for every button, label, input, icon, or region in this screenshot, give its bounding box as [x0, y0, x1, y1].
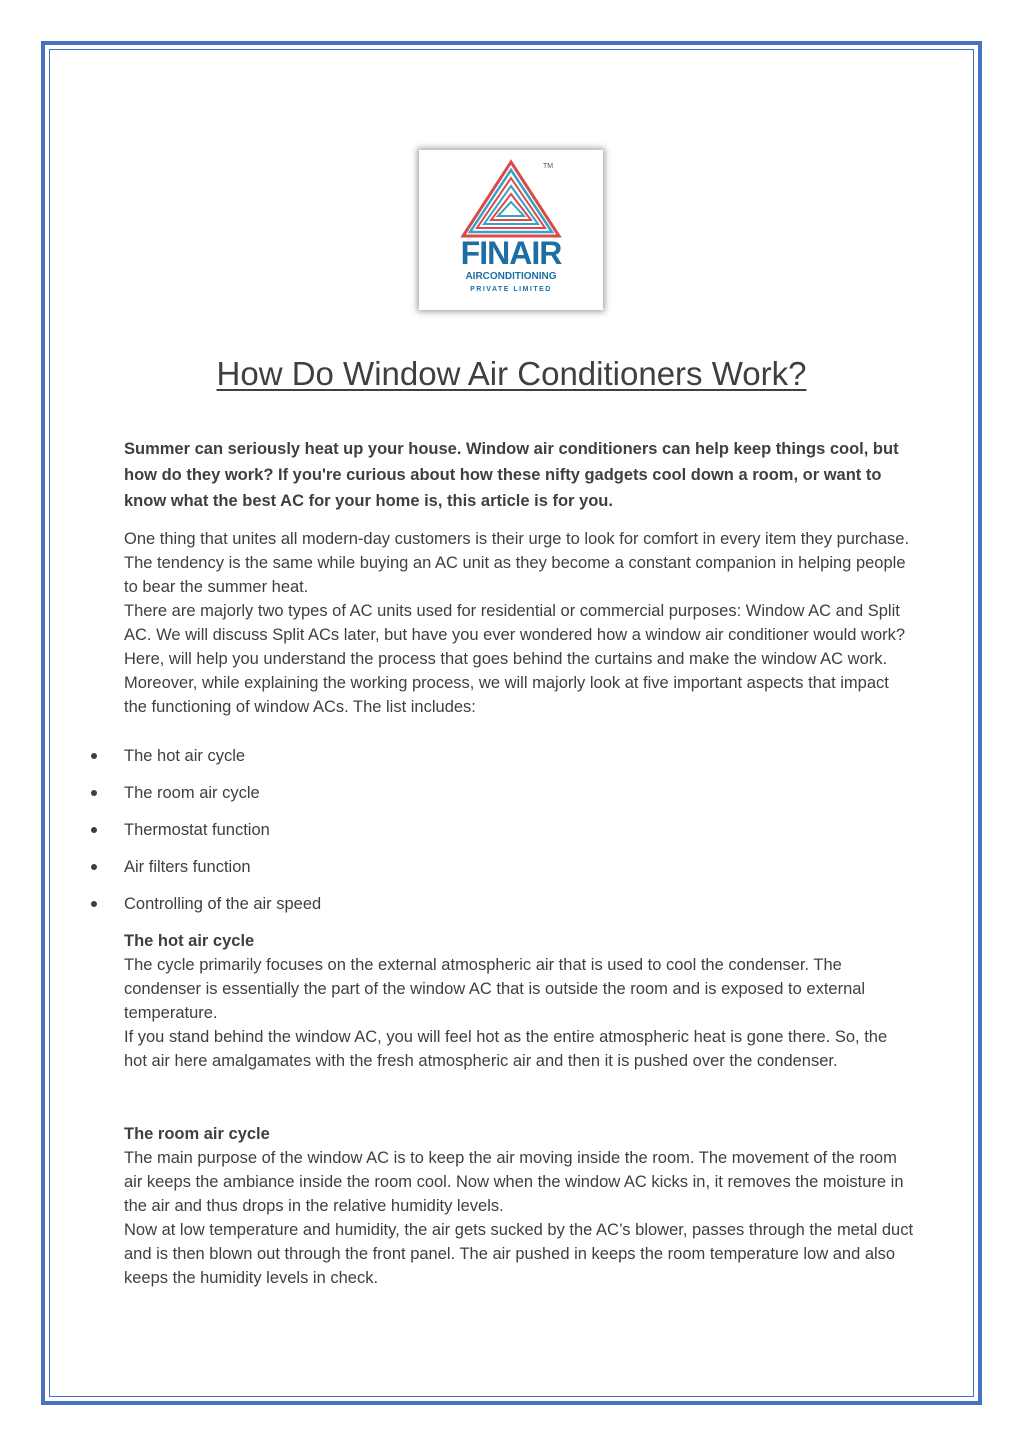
list-item-label: Air filters function: [124, 858, 251, 876]
section-heading: The room air cycle: [124, 1125, 270, 1143]
bullet-icon: [91, 790, 97, 796]
body-paragraph: There are majorly two types of AC units used for residential or commercial purposes: Window AC and Split AC. We will discuss Split ACs later, but have you ever wondered how a window air conditioner would work? Here, will help you understand the process that goes behind the curtains and make the window AC work.: [124, 602, 906, 668]
article-intro: Summer can seriously heat up your house. Window air conditioners can help keep things cool, but how do they work? If you're curious about how these nifty gadgets cool down a room, or want to know what the best AC for your home is, this article is for you.: [124, 440, 899, 510]
list-item: [91, 892, 911, 929]
section-paragraph: The main purpose of the window AC is to keep the air moving inside the room. The movement of the room air keeps the ambiance inside the room cool. Now when the window AC kicks in, it removes the moisture in the air and thus drops in the relative humidity levels.: [124, 1149, 904, 1215]
section-paragraph: If you stand behind the window AC, you will feel hot as the entire atmospheric heat is gone there. So, the hot air here amalgamates with the fresh atmospheric air and then it is pushed over the condenser.: [124, 1028, 888, 1070]
article-title: How Do Window Air Conditioners Work?: [216, 355, 807, 392]
company-logo: [419, 150, 603, 310]
logo-line2: PRIVATE LIMITED: [470, 286, 552, 293]
section-paragraph: The cycle primarily focuses on the external atmospheric air that is used to cool the condenser. The condenser is essentially the part of the window AC that is outside the room and is exposed to external temperature.: [124, 956, 866, 1022]
finair-logo-graphic: [419, 150, 603, 310]
section-room-air-cycle: [124, 1122, 914, 1290]
bullet-icon: [91, 827, 97, 833]
body-paragraph: Moreover, while explaining the working process, we will majorly look at five important aspects that impact the functioning of window ACs. The list includes:: [124, 674, 889, 716]
logo-line1: AIRCONDITIONING: [465, 271, 557, 282]
aspects-list: [91, 744, 911, 929]
list-item: [91, 781, 911, 818]
article-body: [124, 527, 914, 719]
list-item-label: Thermostat function: [124, 821, 270, 839]
list-item: [91, 855, 911, 892]
logo-brand: FINAIR: [460, 235, 562, 271]
section-heading: The hot air cycle: [124, 932, 255, 950]
body-paragraph: One thing that unites all modern-day customers is their urge to look for comfort in every item they purchase. The tendency is the same while buying an AC unit as they become a constant companion in helping people to bear the summer heat.: [124, 530, 910, 596]
section-paragraph: Now at low temperature and humidity, the air gets sucked by the AC’s blower, passes through the metal duct and is then blown out through the front panel. The air pushed in keeps the room temperature low and also keeps the humidity levels in check.: [124, 1221, 914, 1287]
logo-tm: TM: [543, 163, 554, 170]
list-item-label: The hot air cycle: [124, 747, 246, 765]
section-hot-air-cycle: [124, 929, 914, 1073]
bullet-icon: [91, 753, 97, 759]
list-item-label: The room air cycle: [124, 784, 260, 802]
list-item: [91, 744, 911, 781]
list-item: [91, 818, 911, 855]
list-item-label: Controlling of the air speed: [124, 895, 322, 913]
bullet-icon: [91, 901, 97, 907]
bullet-icon: [91, 864, 97, 870]
